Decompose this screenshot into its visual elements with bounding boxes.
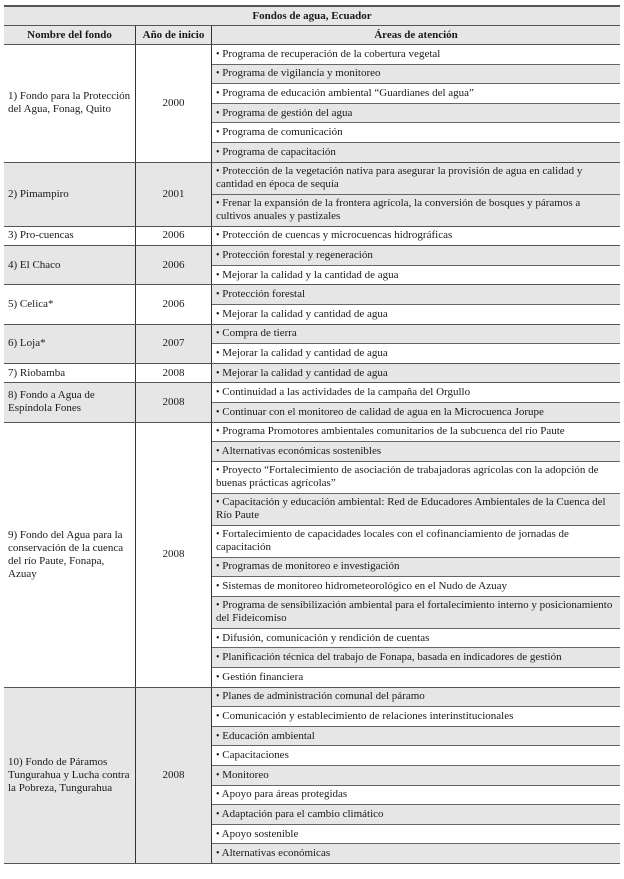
bullet-icon: • bbox=[216, 848, 220, 860]
attention-area-text: Comunicación y establecimiento de relaciones interinstitucionales bbox=[222, 710, 514, 723]
bullet-icon: • bbox=[216, 581, 220, 593]
attention-area-text: Gestión financiera bbox=[222, 670, 304, 683]
start-year-cell: 2006 bbox=[136, 285, 212, 324]
header-start-year: Año de inicio bbox=[136, 26, 212, 45]
attention-area-text: Mejorar la calidad y cantidad de agua bbox=[222, 307, 388, 320]
bullet-icon: • bbox=[216, 127, 220, 139]
attention-area-cell bbox=[212, 596, 621, 628]
table-body bbox=[4, 45, 620, 864]
table-title-row bbox=[4, 6, 620, 26]
attention-area-text: Planificación técnica del trabajo de Fonapa, basada en indicadores de gestión bbox=[222, 651, 562, 664]
bullet-icon: • bbox=[216, 691, 220, 703]
fund-name-cell: 3) Pro-cuencas bbox=[4, 226, 136, 246]
fund-name-cell: 1) Fondo para la Protección del Agua, Fonag, Quito bbox=[4, 45, 136, 163]
attention-area-cell bbox=[212, 383, 621, 403]
bullet-icon: • bbox=[216, 769, 220, 781]
attention-area-text: Apoyo para áreas protegidas bbox=[221, 788, 348, 801]
attention-area-cell bbox=[212, 687, 621, 707]
attention-area-cell bbox=[212, 45, 621, 65]
attention-area-text: Mejorar la calidad y cantidad de agua bbox=[222, 366, 388, 379]
attention-area-cell bbox=[212, 422, 621, 442]
start-year-cell: 2000 bbox=[136, 45, 212, 163]
bullet-icon: • bbox=[216, 367, 220, 379]
bullet-icon: • bbox=[216, 465, 220, 477]
bullet-icon: • bbox=[216, 347, 220, 359]
attention-area-cell bbox=[212, 648, 621, 668]
attention-area-cell bbox=[212, 246, 621, 266]
fund-name-cell: 4) El Chaco bbox=[4, 246, 136, 285]
bullet-icon: • bbox=[216, 406, 220, 418]
attention-area-cell bbox=[212, 142, 621, 162]
attention-area-text: Difusión, comunicación y rendición de cuentas bbox=[222, 631, 430, 644]
bullet-icon: • bbox=[216, 166, 220, 178]
bullet-icon: • bbox=[216, 671, 220, 683]
attention-area-text: Proyecto “Fortalecimiento de asociación de trabajadoras agrícolas con la adopción de buenas prácticas agrícolas” bbox=[216, 464, 599, 490]
attention-area-text: Mejorar la calidad y la cantidad de agua bbox=[222, 268, 399, 281]
attention-area-cell bbox=[212, 84, 621, 104]
attention-area-text: Programa de capacitación bbox=[222, 145, 336, 158]
attention-area-cell bbox=[212, 265, 621, 285]
table-row bbox=[4, 162, 620, 194]
table-row bbox=[4, 226, 620, 246]
attention-area-cell bbox=[212, 525, 621, 557]
bullet-icon: • bbox=[216, 600, 220, 612]
attention-area-text: Capacitaciones bbox=[222, 749, 289, 762]
bullet-icon: • bbox=[216, 426, 220, 438]
header-fund-name: Nombre del fondo bbox=[4, 26, 136, 45]
start-year-cell: 2006 bbox=[136, 226, 212, 246]
attention-area-text: Continuidad a las actividades de la campaña del Orgullo bbox=[222, 386, 471, 399]
bullet-icon: • bbox=[216, 68, 220, 80]
bullet-icon: • bbox=[216, 146, 220, 158]
attention-area-cell bbox=[212, 194, 621, 226]
fund-name-cell: 10) Fondo de Páramos Tungurahua y Lucha contra la Pobreza, Tungurahua bbox=[4, 687, 136, 863]
start-year-cell: 2008 bbox=[136, 687, 212, 863]
attention-area-cell bbox=[212, 461, 621, 493]
attention-area-cell bbox=[212, 103, 621, 123]
attention-area-text: Programa de comunicación bbox=[222, 126, 343, 139]
water-funds-table bbox=[4, 5, 620, 864]
attention-area-text: Planes de administración comunal del páramo bbox=[222, 690, 425, 703]
attention-area-text: Sistemas de monitoreo hidrometeorológico en el Nudo de Azuay bbox=[222, 580, 507, 593]
table-row bbox=[4, 324, 620, 344]
fund-name-cell: 6) Loja* bbox=[4, 324, 136, 363]
bullet-icon: • bbox=[216, 652, 220, 664]
start-year-cell: 2008 bbox=[136, 422, 212, 687]
attention-area-cell bbox=[212, 363, 621, 383]
attention-area-text: Programa de vigilancia y monitoreo bbox=[222, 67, 381, 80]
attention-area-text: Continuar con el monitoreo de calidad de agua en la Microcuenca Jorupe bbox=[222, 405, 544, 418]
start-year-cell: 2006 bbox=[136, 246, 212, 285]
attention-area-text: Educación ambiental bbox=[222, 729, 315, 742]
start-year-cell: 2008 bbox=[136, 363, 212, 383]
fund-name-cell: 2) Pimampiro bbox=[4, 162, 136, 226]
attention-area-text: Programa de recuperación de la cobertura vegetal bbox=[222, 47, 441, 60]
attention-area-cell bbox=[212, 442, 621, 462]
attention-area-cell bbox=[212, 577, 621, 597]
table-header-row bbox=[4, 26, 620, 45]
bullet-icon: • bbox=[216, 387, 220, 399]
start-year-cell: 2001 bbox=[136, 162, 212, 226]
attention-area-cell bbox=[212, 493, 621, 525]
attention-area-text: Mejorar la calidad y cantidad de agua bbox=[222, 346, 388, 359]
fund-name-cell: 5) Celica* bbox=[4, 285, 136, 324]
attention-area-cell bbox=[212, 557, 621, 577]
attention-area-text: Fortalecimiento de capacidades locales con el cofinanciamiento de jornadas de capacitación bbox=[216, 528, 569, 554]
attention-area-cell bbox=[212, 824, 621, 844]
bullet-icon: • bbox=[216, 809, 220, 821]
attention-area-text: Programa de educación ambiental “Guardianes del agua” bbox=[222, 86, 474, 99]
header-attention-areas: Áreas de atención bbox=[212, 26, 621, 45]
bullet-icon: • bbox=[216, 48, 220, 60]
attention-area-cell bbox=[212, 324, 621, 344]
table-title: Fondos de agua, Ecuador bbox=[4, 6, 620, 26]
attention-area-cell bbox=[212, 162, 621, 194]
bullet-icon: • bbox=[216, 789, 220, 801]
table-row bbox=[4, 285, 620, 305]
bullet-icon: • bbox=[216, 632, 220, 644]
bullet-icon: • bbox=[216, 497, 220, 509]
attention-area-text: Capacitación y educación ambiental: Red de Educadores Ambientales de la Cuenca del Río Paute bbox=[216, 496, 606, 522]
attention-area-cell bbox=[212, 766, 621, 786]
table-row bbox=[4, 422, 620, 442]
bullet-icon: • bbox=[216, 328, 220, 340]
attention-area-cell bbox=[212, 226, 621, 246]
attention-area-cell bbox=[212, 844, 621, 864]
attention-area-cell bbox=[212, 726, 621, 746]
attention-area-text: Alternativas económicas bbox=[221, 847, 331, 860]
start-year-cell: 2008 bbox=[136, 383, 212, 422]
bullet-icon: • bbox=[216, 561, 220, 573]
attention-area-cell bbox=[212, 707, 621, 727]
table-row bbox=[4, 687, 620, 707]
start-year-cell: 2007 bbox=[136, 324, 212, 363]
attention-area-cell bbox=[212, 344, 621, 364]
attention-area-text: Protección de la vegetación nativa para asegurar la provisión de agua en calidad y cantidad en época de sequía bbox=[216, 165, 583, 191]
attention-area-text: Protección forestal y regeneración bbox=[222, 248, 373, 261]
attention-area-cell bbox=[212, 285, 621, 305]
bullet-icon: • bbox=[216, 249, 220, 261]
bullet-icon: • bbox=[216, 308, 220, 320]
bullet-icon: • bbox=[216, 198, 220, 210]
attention-area-text: Protección de cuencas y microcuencas hidrográficas bbox=[222, 229, 453, 242]
attention-area-cell bbox=[212, 304, 621, 324]
attention-area-text: Programas de monitoreo e investigación bbox=[222, 560, 400, 573]
attention-area-text: Monitoreo bbox=[222, 768, 269, 781]
attention-area-text: Protección forestal bbox=[222, 288, 306, 301]
attention-area-text: Frenar la expansión de la frontera agrícola, la conversión de bosques y páramos a cultivos anuales y pastizales bbox=[216, 197, 581, 223]
attention-area-text: Alternativas económicas sostenibles bbox=[221, 444, 382, 457]
table-row bbox=[4, 363, 620, 383]
fund-name-cell: 8) Fondo a Agua de Espíndola Fones bbox=[4, 383, 136, 422]
bullet-icon: • bbox=[216, 107, 220, 119]
attention-area-cell bbox=[212, 123, 621, 143]
bullet-icon: • bbox=[216, 828, 220, 840]
attention-area-text: Programa Promotores ambientales comunitarios de la subcuenca del río Paute bbox=[222, 425, 565, 438]
bullet-icon: • bbox=[216, 289, 220, 301]
bullet-icon: • bbox=[216, 87, 220, 99]
attention-area-cell bbox=[212, 785, 621, 805]
attention-area-text: Programa de gestión del agua bbox=[222, 106, 353, 119]
attention-area-cell bbox=[212, 64, 621, 84]
attention-area-text: Adaptación para el cambio climático bbox=[221, 808, 384, 821]
bullet-icon: • bbox=[216, 711, 220, 723]
attention-area-cell bbox=[212, 628, 621, 648]
table-row bbox=[4, 45, 620, 65]
attention-area-text: Compra de tierra bbox=[222, 327, 297, 340]
bullet-icon: • bbox=[216, 730, 220, 742]
table-row bbox=[4, 383, 620, 403]
attention-area-text: Programa de sensibilización ambiental para el fortalecimiento interno y posicionamiento del Fideicomiso bbox=[216, 599, 613, 625]
attention-area-cell bbox=[212, 402, 621, 422]
bullet-icon: • bbox=[216, 529, 220, 541]
attention-area-text: Apoyo sostenible bbox=[221, 827, 299, 840]
fund-name-cell: 7) Riobamba bbox=[4, 363, 136, 383]
attention-area-cell bbox=[212, 746, 621, 766]
attention-area-cell bbox=[212, 668, 621, 688]
bullet-icon: • bbox=[216, 445, 220, 457]
table-row bbox=[4, 246, 620, 266]
bullet-icon: • bbox=[216, 269, 220, 281]
attention-area-cell bbox=[212, 805, 621, 825]
bullet-icon: • bbox=[216, 750, 220, 762]
bullet-icon: • bbox=[216, 230, 220, 242]
fund-name-cell: 9) Fondo del Agua para la conservación de la cuenca del río Paute, Fonapa, Azuay bbox=[4, 422, 136, 687]
